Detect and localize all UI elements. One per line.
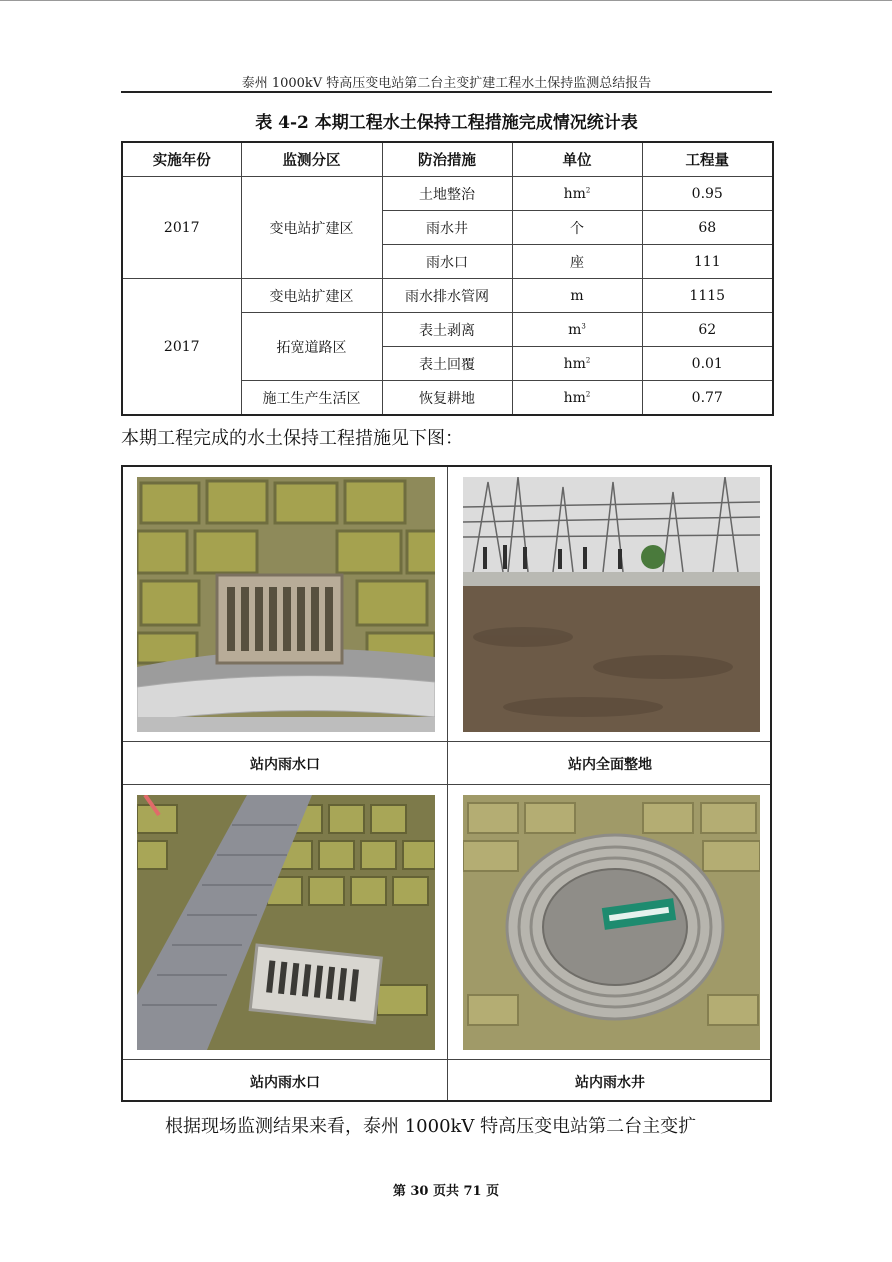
quantity-cell: 62 <box>642 313 773 347</box>
photo-site-leveling <box>463 477 760 732</box>
table-row <box>122 177 773 211</box>
measure-cell: 表土剥离 <box>382 313 512 347</box>
photo-rain-inlet-1 <box>137 477 435 732</box>
photo-label: 站内雨水口 <box>250 1075 320 1091</box>
quantity-cell: 0.77 <box>642 381 773 416</box>
body-paragraph: 根据现场监测结果来看，泰州 1000kV 特高压变电站第二台主变扩 <box>165 1116 697 1137</box>
page-footer: 第 30 页共 71 页 <box>392 1184 500 1199</box>
zone-cell: 施工生产生活区 <box>241 381 382 416</box>
measure-cell: 表土回覆 <box>382 347 512 381</box>
table-title: 表 4-2 本期工程水土保持工程措施完成情况统计表 <box>255 113 638 133</box>
page-header: 泰州 1000kV 特高压变电站第二台主变扩建工程水土保持监测总结报告 <box>241 76 652 91</box>
unit-cell: 座 <box>512 245 642 279</box>
header-zone: 监测分区 <box>241 142 382 177</box>
year-cell: 2017 <box>122 177 241 279</box>
photo-label: 站内雨水井 <box>575 1075 645 1091</box>
header-year: 实施年份 <box>122 142 241 177</box>
header-quantity: 工程量 <box>642 142 773 177</box>
measure-cell: 恢复耕地 <box>382 381 512 416</box>
measures-table <box>121 141 774 416</box>
measure-cell: 雨水口 <box>382 245 512 279</box>
measure-cell: 土地整治 <box>382 177 512 211</box>
quantity-cell: 0.95 <box>642 177 773 211</box>
year-cell: 2017 <box>122 279 241 416</box>
photo-grid <box>121 465 772 1102</box>
top-border <box>0 0 892 1</box>
quantity-cell: 68 <box>642 211 773 245</box>
photo-label: 站内雨水口 <box>250 757 320 773</box>
photo-rain-well <box>463 795 760 1050</box>
unit-cell: $hm^2$ <box>512 381 642 416</box>
unit-cell: m <box>512 279 642 313</box>
table-row <box>122 279 773 313</box>
quantity-cell: 0.01 <box>642 347 773 381</box>
header-measure: 防治措施 <box>382 142 512 177</box>
zone-cell: 变电站扩建区 <box>241 177 382 279</box>
table-header-row <box>122 142 773 177</box>
quantity-cell: 111 <box>642 245 773 279</box>
measure-cell: 雨水排水管网 <box>382 279 512 313</box>
quantity-cell: 1115 <box>642 279 773 313</box>
grid-divider <box>123 784 770 785</box>
header-unit: 单位 <box>512 142 642 177</box>
zone-cell: 变电站扩建区 <box>241 279 382 313</box>
unit-cell: $hm^2$ <box>512 177 642 211</box>
header-rule <box>121 91 772 93</box>
grid-divider <box>123 741 770 742</box>
figure-caption: 本期工程完成的水土保持工程措施见下图： <box>121 428 463 449</box>
measure-cell: 雨水井 <box>382 211 512 245</box>
unit-cell: $m^3$ <box>512 313 642 347</box>
zone-cell: 拓宽道路区 <box>241 313 382 381</box>
photo-label: 站内全面整地 <box>568 757 652 773</box>
grid-divider <box>123 1059 770 1060</box>
unit-cell: $hm^2$ <box>512 347 642 381</box>
unit-cell: 个 <box>512 211 642 245</box>
photo-rain-inlet-2 <box>137 795 435 1050</box>
